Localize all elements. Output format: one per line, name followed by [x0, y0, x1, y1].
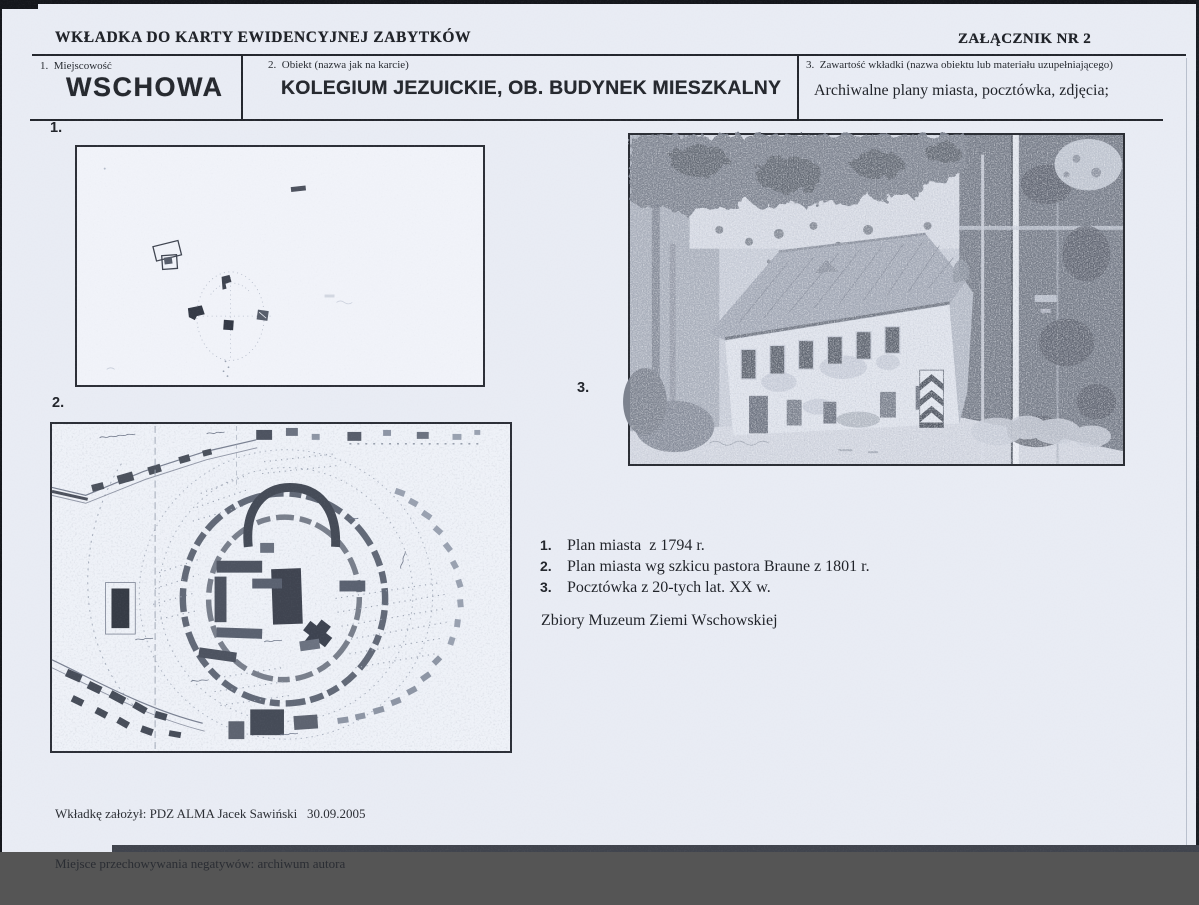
- legend-item-2-number: 2.: [540, 558, 552, 574]
- legend-item-3-text: Pocztówka z 20-tych lat. XX w.: [567, 579, 771, 596]
- annex-label: ZAŁĄCZNIK NR 2: [958, 31, 1092, 47]
- scan-corner-blob: [0, 0, 38, 9]
- footer-note: [55, 773, 366, 905]
- table-divider-1: [241, 56, 243, 119]
- cell-place-value: WSCHOWA: [66, 72, 224, 102]
- postcard-photo-image: [628, 133, 1125, 466]
- scan-artifact-line: [1186, 58, 1187, 848]
- scan-edge-top: [0, 0, 1199, 4]
- figure-1-number: 1.: [50, 120, 63, 136]
- cell-object-label: 2. Obiekt (nazwa jak na karcie): [268, 59, 409, 71]
- collection-credit: Zbiory Muzeum Ziemi Wschowskiej: [541, 612, 778, 629]
- cell-place-label: 1. Miejscowość: [40, 60, 112, 72]
- city-plan-1801-image: [50, 422, 512, 753]
- document-title: WKŁADKA DO KARTY EWIDENCYJNEJ ZABYTKÓW: [55, 29, 472, 46]
- table-bottom-rule: [30, 119, 1163, 121]
- legend-item-1-number: 1.: [540, 537, 552, 553]
- legend-item-3-number: 3.: [540, 579, 552, 595]
- figure-2-number: 2.: [52, 395, 65, 411]
- city-plan-1801-drawing: [52, 424, 510, 751]
- footer-line-1: Wkładkę założył: PDZ ALMA Jacek Sawiński 30.09.2005: [55, 806, 366, 821]
- header-rule: [32, 54, 1186, 56]
- table-divider-2: [797, 56, 799, 119]
- legend-item-2-text: Plan miasta wg szkicu pastora Braune z 1801 r.: [567, 558, 870, 575]
- legend-item-1: [540, 535, 1020, 556]
- cell-object-value: KOLEGIUM JEZUICKIE, OB. BUDYNEK MIESZKALNY: [281, 77, 782, 99]
- footer-line-2: Miejsce przechowywania negatywów: archiwum autora: [55, 855, 346, 871]
- legend-item-1-text: Plan miasta z 1794 r.: [567, 537, 705, 554]
- legend-item-3: [540, 577, 1020, 598]
- city-plan-1794-drawing: [77, 147, 483, 385]
- figure-3-number: 3.: [577, 380, 590, 396]
- figure-legend: [540, 535, 1020, 598]
- scan-edge-left: [0, 0, 2, 852]
- scan-edge-bottom: [112, 845, 1199, 852]
- postcard-photo-drawing: [630, 135, 1123, 464]
- cell-content-value: Archiwalne plany miasta, pocztówka, zdjęcia;: [814, 82, 1109, 99]
- city-plan-1794-image: [75, 145, 485, 387]
- legend-item-2: [540, 556, 1020, 577]
- cell-content-label: 3. Zawartość wkładki (nazwa obiektu lub materiału uzupełniającego): [806, 59, 1113, 71]
